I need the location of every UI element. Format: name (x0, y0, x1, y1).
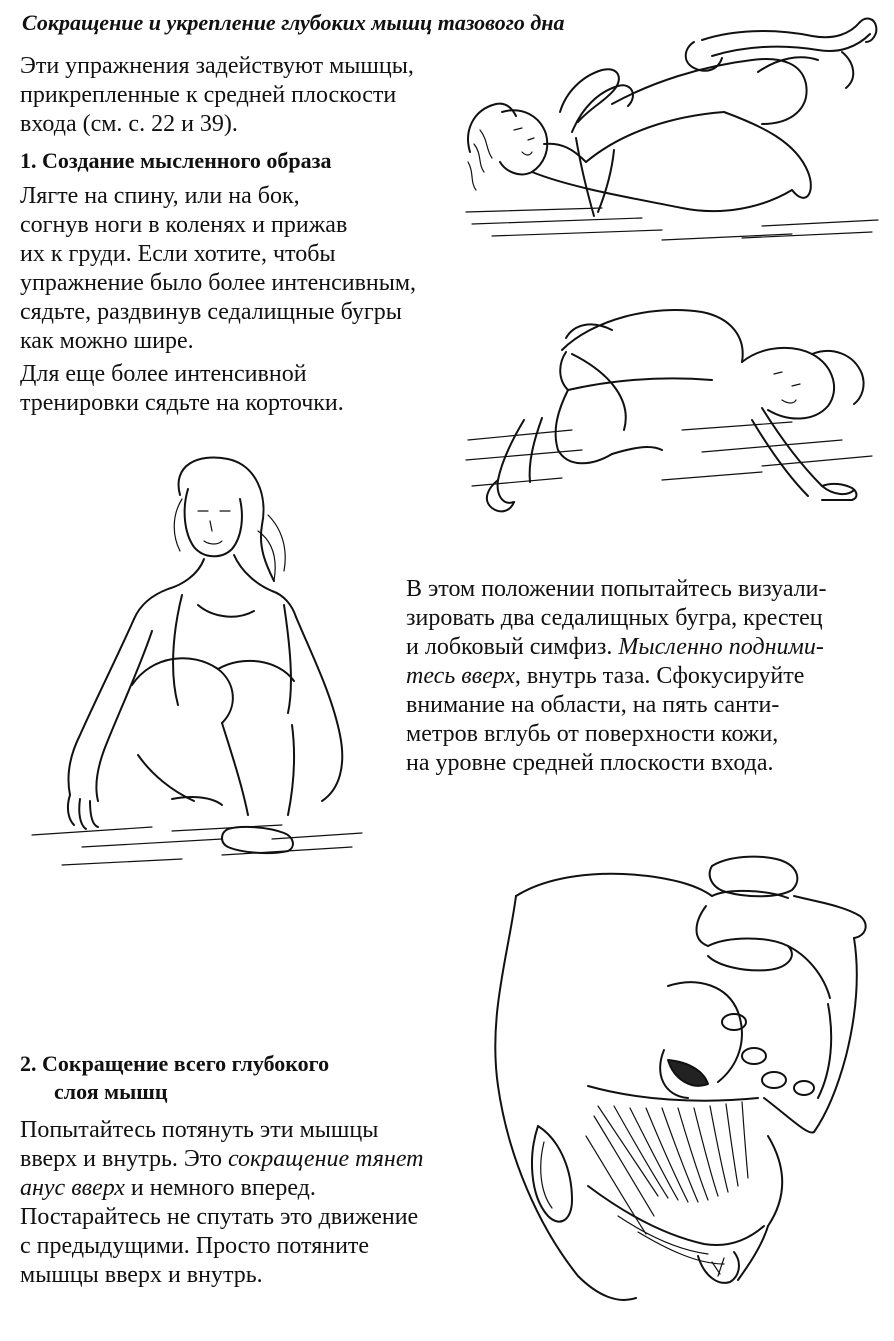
paragraph-line: Для еще более интенсивной (20, 361, 307, 387)
intro-line: прикрепленные к средней плоскости (20, 82, 397, 108)
paragraph-line: упражнение было более интенсивным, (20, 270, 417, 296)
heading-line: 2. Сокращение всего глубокого (20, 1051, 330, 1076)
section1-heading: 1. Создание мысленного образа (20, 148, 332, 173)
squatting-illustration (22, 455, 382, 875)
intro-line: входа (см. с. 22 и 39). (20, 111, 238, 137)
paragraph-line: Постарайтесь не спутать это движение (20, 1204, 419, 1230)
lying-on-side-illustration (462, 290, 882, 540)
section1-paragraph-3 (406, 575, 827, 778)
section1-paragraph-1 (20, 182, 416, 356)
italic-run: тесь вверх (406, 663, 515, 689)
lying-on-back-illustration (462, 12, 882, 252)
text-run: и лобковый симфиз. (406, 634, 619, 660)
page-title: Сокращение и укрепление глубоких мышц тазового дна (22, 10, 565, 35)
paragraph-line: как можно шире. (20, 328, 194, 354)
pelvis-anatomy-illustration (468, 836, 878, 1306)
paragraph-line: В этом положении попытайтесь визуали- (406, 576, 827, 602)
paragraph-line: их к груди. Если хотите, чтобы (20, 241, 336, 267)
heading-line: слоя мышц (54, 1079, 168, 1104)
intro-line: Эти упражнения задействуют мышцы, (20, 53, 414, 79)
paragraph-line: Лягте на спину, или на бок, (20, 183, 300, 209)
section2-paragraph (20, 1116, 424, 1290)
paragraph-line (406, 633, 827, 662)
section1-paragraph-2 (20, 360, 344, 418)
paragraph-line (406, 662, 827, 691)
text-run: и немного вперед. (124, 1175, 316, 1201)
text-run: вверх и внутрь. Это (20, 1146, 228, 1172)
paragraph-line (20, 1174, 424, 1203)
paragraph-line (20, 1145, 424, 1174)
paragraph-line: тренировки сядьте на корточки. (20, 390, 344, 416)
italic-run: анус вверх (20, 1175, 125, 1201)
paragraph-line: сядьте, раздвинув седалищные бугры (20, 299, 402, 325)
text-run: , внутрь таза. Сфокусируйте (514, 663, 805, 689)
italic-run: Мысленно подними- (618, 634, 824, 660)
paragraph-line: внимание на области, на пять санти- (406, 692, 780, 718)
paragraph-line: согнув ноги в коленях и прижав (20, 212, 348, 238)
paragraph-line: Попытайтесь потянуть эти мышцы (20, 1117, 379, 1143)
italic-run: сокращение тянет (227, 1146, 424, 1172)
paragraph-line: метров вглубь от поверхности кожи, (406, 721, 779, 747)
section2-heading (20, 1050, 329, 1106)
paragraph-line: на уровне средней плоскости входа. (406, 750, 774, 776)
intro-paragraph (20, 52, 414, 139)
paragraph-line: с предыдущими. Просто потяните (20, 1233, 370, 1259)
paragraph-line: зировать два седалищных бугра, крестец (406, 605, 823, 631)
paragraph-line: мышцы вверх и внутрь. (20, 1262, 263, 1288)
